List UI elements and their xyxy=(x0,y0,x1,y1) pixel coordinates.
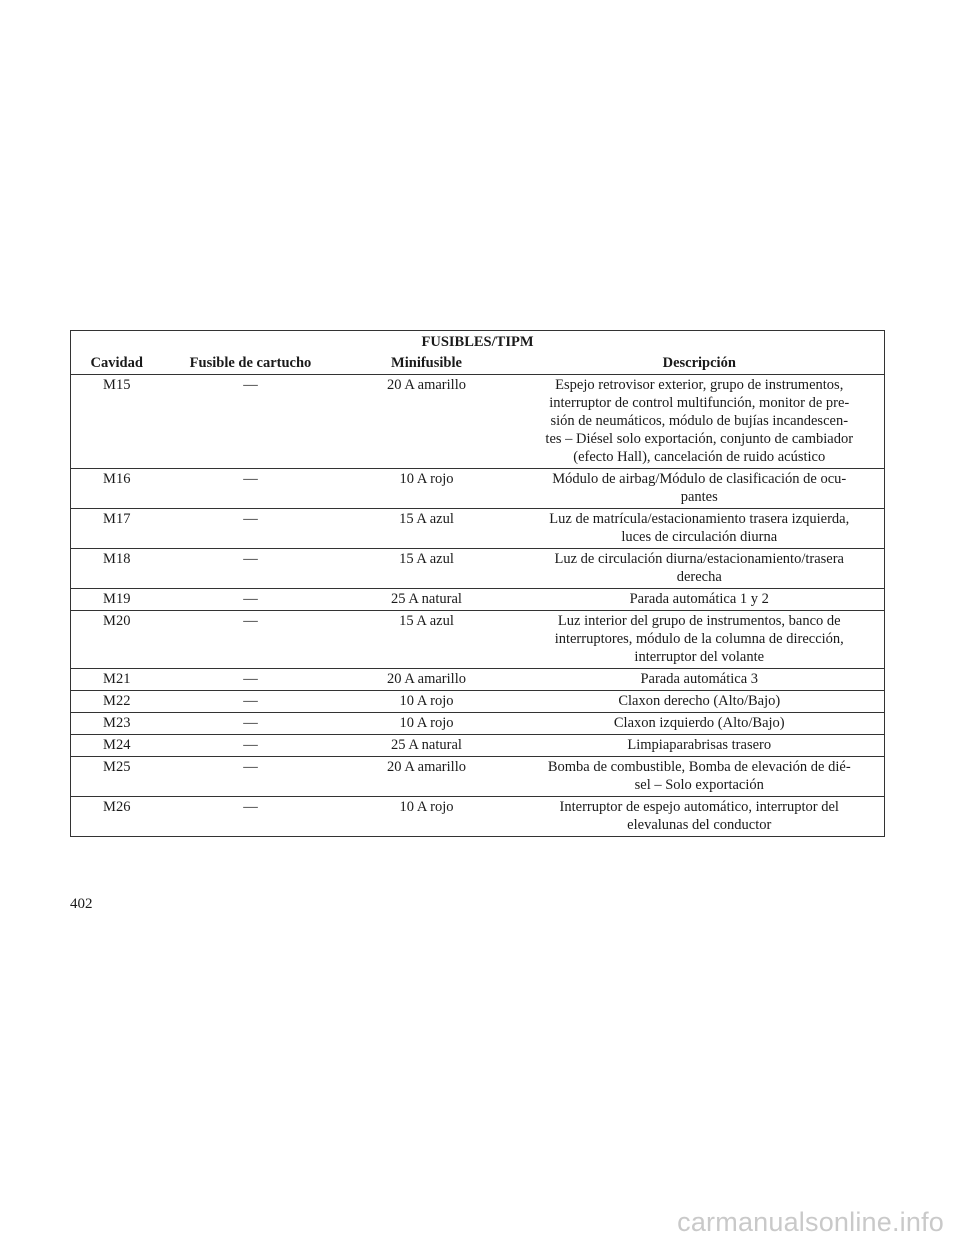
header-minifusible: Minifusible xyxy=(339,353,515,375)
cavity-cell: M23 xyxy=(71,713,163,735)
table-row xyxy=(71,757,885,797)
table-row xyxy=(71,691,885,713)
description-line: Luz de circulación diurna/estacionamiento/trasera xyxy=(554,551,844,567)
description-cell xyxy=(515,691,885,713)
minifuse-cell: 10 A rojo xyxy=(339,469,515,509)
description-line: Espejo retrovisor exterior, grupo de instrumentos, xyxy=(555,377,844,393)
description-line: pantes xyxy=(680,489,718,505)
cavity-cell: M24 xyxy=(71,735,163,757)
cavity-cell: M16 xyxy=(71,469,163,509)
description-line: Limpiaparabrisas trasero xyxy=(627,737,772,753)
cartridge-cell: — xyxy=(163,713,339,735)
cartridge-cell: — xyxy=(163,509,339,549)
description-line: interruptor de control multifunción, monitor de pre- xyxy=(549,395,850,411)
description-line: Luz interior del grupo de instrumentos, banco de xyxy=(557,613,841,629)
table-row xyxy=(71,589,885,611)
cartridge-cell: — xyxy=(163,589,339,611)
table-header-row xyxy=(71,353,885,375)
cavity-cell: M15 xyxy=(71,375,163,469)
cartridge-cell: — xyxy=(163,375,339,469)
table-row xyxy=(71,509,885,549)
description-line: derecha xyxy=(676,569,722,585)
description-cell xyxy=(515,611,885,669)
table-row xyxy=(71,469,885,509)
cavity-cell: M22 xyxy=(71,691,163,713)
table-row xyxy=(71,375,885,469)
minifuse-cell: 25 A natural xyxy=(339,589,515,611)
cavity-cell: M26 xyxy=(71,797,163,837)
header-cavidad: Cavidad xyxy=(71,353,163,375)
description-line: Parada automática 1 y 2 xyxy=(629,591,769,607)
description-line: luces de circulación diurna xyxy=(621,529,778,545)
cartridge-cell: — xyxy=(163,735,339,757)
cavity-cell: M18 xyxy=(71,549,163,589)
minifuse-cell: 10 A rojo xyxy=(339,691,515,713)
description-cell xyxy=(515,375,885,469)
description-line: tes – Diésel solo exportación, conjunto de cambiador xyxy=(545,431,854,447)
fuse-table-body xyxy=(71,375,885,837)
cartridge-cell: — xyxy=(163,691,339,713)
minifuse-cell: 15 A azul xyxy=(339,611,515,669)
description-line: interruptor del volante xyxy=(634,649,765,665)
table-row xyxy=(71,713,885,735)
cavity-cell: M21 xyxy=(71,669,163,691)
minifuse-cell: 15 A azul xyxy=(339,509,515,549)
header-fusible-de-cartucho: Fusible de cartucho xyxy=(163,353,339,375)
description-line: Bomba de combustible, Bomba de elevación de dié- xyxy=(547,759,851,775)
cartridge-cell: — xyxy=(163,549,339,589)
watermark-logo: carmanualsonline.info xyxy=(677,1207,944,1237)
description-line: elevalunas del conductor xyxy=(627,817,772,833)
minifuse-cell: 10 A rojo xyxy=(339,797,515,837)
fuse-table xyxy=(70,330,885,837)
cavity-cell: M25 xyxy=(71,757,163,797)
description-cell xyxy=(515,469,885,509)
minifuse-cell: 20 A amarillo xyxy=(339,375,515,469)
description-line: Parada automática 3 xyxy=(640,671,759,687)
description-line: sel – Solo exportación xyxy=(634,777,764,793)
description-cell xyxy=(515,589,885,611)
minifuse-cell: 20 A amarillo xyxy=(339,757,515,797)
header-descripcion: Descripción xyxy=(515,353,885,375)
cartridge-cell: — xyxy=(163,611,339,669)
description-cell xyxy=(515,713,885,735)
cartridge-cell: — xyxy=(163,757,339,797)
description-line: Claxon izquierdo (Alto/Bajo) xyxy=(613,715,785,731)
table-row xyxy=(71,669,885,691)
minifuse-cell: 20 A amarillo xyxy=(339,669,515,691)
description-line: (efecto Hall), cancelación de ruido acústico xyxy=(573,449,826,465)
description-line: Claxon derecho (Alto/Bajo) xyxy=(618,693,781,709)
description-line: sión de neumáticos, módulo de bujías incandescen- xyxy=(550,413,849,429)
table-title-row xyxy=(71,331,885,354)
description-line: Módulo de airbag/Módulo de clasificación de ocu- xyxy=(552,471,847,487)
description-line: interruptores, módulo de la columna de dirección, xyxy=(554,631,844,647)
minifuse-cell: 10 A rojo xyxy=(339,713,515,735)
description-cell xyxy=(515,669,885,691)
table-row xyxy=(71,549,885,589)
table-row xyxy=(71,611,885,669)
table-row xyxy=(71,797,885,837)
cavity-cell: M20 xyxy=(71,611,163,669)
minifuse-cell: 25 A natural xyxy=(339,735,515,757)
table-title: FUSIBLES/TIPM xyxy=(71,331,885,354)
description-cell xyxy=(515,757,885,797)
description-cell xyxy=(515,549,885,589)
cartridge-cell: — xyxy=(163,669,339,691)
description-cell xyxy=(515,509,885,549)
cartridge-cell: — xyxy=(163,797,339,837)
cartridge-cell: — xyxy=(163,469,339,509)
description-line: Interruptor de espejo automático, interruptor del xyxy=(559,799,839,815)
minifuse-cell: 15 A azul xyxy=(339,549,515,589)
description-cell xyxy=(515,797,885,837)
cavity-cell: M17 xyxy=(71,509,163,549)
description-line: Luz de matrícula/estacionamiento trasera izquierda, xyxy=(549,511,850,527)
page-number: 402 xyxy=(70,896,93,912)
table-row xyxy=(71,735,885,757)
cavity-cell: M19 xyxy=(71,589,163,611)
description-cell xyxy=(515,735,885,757)
